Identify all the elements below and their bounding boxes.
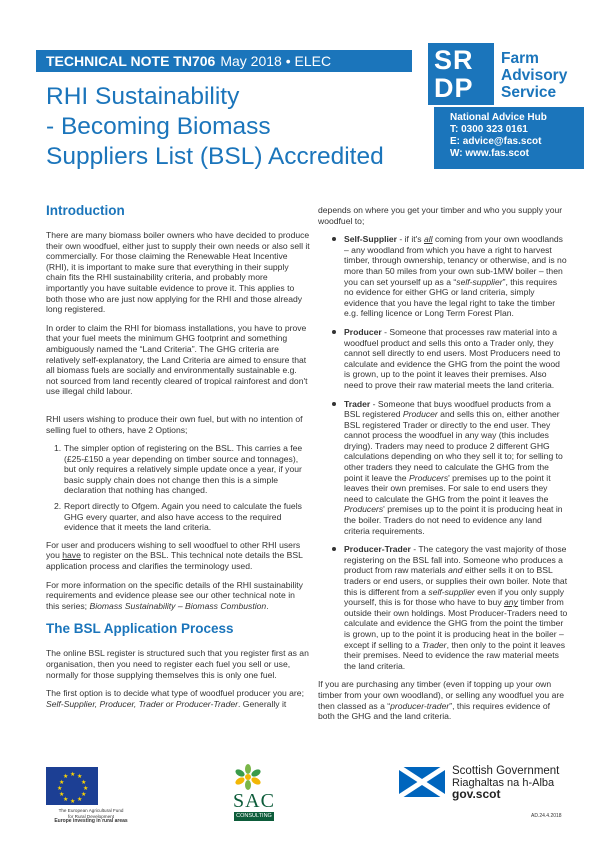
intro-heading: Introduction bbox=[46, 203, 125, 218]
intro-paragraph-2: In order to claim the RHI for biomass installations, you have to prove that your fuel meets the minimum GHG footprint and something ambiguously named the “Land Criteria”. The GHG criteria are relatively self-explanatory, the Land Criteria are aimed to ensure that all biomass fuels are socially and environmentally sustainable e.g. not sourced from land recently cleared of tropical rainforest and don't use illegal child labour. bbox=[46, 322, 308, 397]
hub-phone: T: 0300 323 0161 bbox=[450, 124, 528, 135]
logo-line-1: Farm bbox=[501, 50, 539, 67]
fas-logo-mark bbox=[428, 43, 494, 105]
title-line-1: RHI Sustainability bbox=[46, 83, 240, 110]
sac-leaf-icon bbox=[233, 764, 263, 790]
list-item-self-supplier: Self-Supplier - if it's all coming from your own woodlands – any woodland from which you have a right to harvest timber, through ownership, tenancy or otherwise, and is no more than 50 miles from your own sub-1MW boiler – then you can set yourself up as a “self-supplier”, this requires no evidence for either GHG or land criteria, simply evidence that you have the legal right to take the timber e.g. felling licence or Long Term Forest Plan. bbox=[332, 234, 568, 319]
advice-hub-box bbox=[434, 107, 584, 169]
title-line-3: Suppliers List (BSL) Accredited bbox=[46, 143, 384, 170]
saltire-flag-icon bbox=[399, 767, 445, 797]
hub-web[interactable]: W: www.fas.scot bbox=[450, 148, 529, 159]
intro-paragraph-3: RHI users wishing to produce their own fuel, but with no intention of selling fuel to others, have 2 Options; bbox=[46, 413, 303, 435]
sg-line-1: Scottish Government bbox=[452, 765, 560, 777]
technical-note-banner bbox=[36, 50, 412, 72]
intro-paragraph-1: There are many biomass boiler owners who have decided to produce their own woodfuel, either just to supply their own needs or also sell it commercially. For those claiming the Renewable Heat Incentive (RHI), it is important to make sure that everything in their supply chain fits the RHI sustainability criteria, and probably more importantly you have suitable evidence to prove it. This applies to both those who are just now applying for the RHI and those already long registered. bbox=[46, 230, 310, 315]
document-reference: AD.24.4.2018 bbox=[531, 813, 562, 819]
left-column bbox=[46, 203, 310, 717]
logo-line-2: Advisory bbox=[501, 67, 568, 84]
right-closing-paragraph: If you are purchasing any timber (even if topping up your own timber from your own woodland), or selling any woodfuel you are then classed as a “producer-trader”, this requires evidence of both the GHG and the land criteria. bbox=[318, 679, 565, 722]
sac-logo-text: SAC bbox=[233, 790, 275, 812]
technical-note-number: TECHNICAL NOTE TN706 bbox=[46, 53, 216, 69]
bsl-paragraph-1: The online BSL register is structured such that you register first as an organisation, then you need to register each fuel you sell or use, normally for those supplying themselves this is only one fuel. bbox=[46, 648, 309, 680]
intro-paragraph-4: For user and producers wishing to sell woodfuel to other RHI users you have to register on the BSL. This technical note details the BSL application process and clarifies the terminology used. bbox=[46, 539, 303, 572]
page-title bbox=[46, 82, 426, 172]
option-2-text: Report directly to Ofgem. Again you need to calculate the fuels GHG every quarter, and also have access to the required evidence that it meets the land criteria. bbox=[64, 501, 302, 533]
option-2-number: 2. bbox=[54, 501, 62, 512]
title-line-2: - Becoming Biomass bbox=[46, 113, 271, 140]
option-1-text: The simpler option of registering on the BSL. This carries a fee (£25-£150 a year depending on timber source and tonnages), but only requires a relatively simple update once a year, if your basic supply chain does not change then this is a simple declaration that nothing has changed. bbox=[64, 443, 303, 496]
options-list bbox=[54, 443, 310, 533]
eu-line-2: for Rural Development bbox=[68, 813, 114, 819]
right-intro-paragraph: depends on where you get your timber and who you supply your woodfuel to; bbox=[318, 205, 563, 226]
sac-consulting-label: CONSULTING bbox=[234, 812, 274, 821]
list-item bbox=[54, 501, 310, 533]
logo-letters-bottom: DP bbox=[434, 73, 474, 103]
fas-logo-text bbox=[501, 50, 567, 101]
list-item-producer-trader: Producer-Trader - The category the vast majority of those registering on the BSL fall into. Someone who produces a product from raw materials and either sells it on to BSL traders or end users, or supplies their own boiler. Note that this is different from a self-supplier even if you only supply yourself, this is for those who have to buy any timber from outside their own holdings. Most Producer-Traders need to calculate and evidence the GHG from the point the timber is grown, up to the point it is producing heat in the boiler – except if selling to a Trader, then only to the point it leaves their premises. Need to evidence the raw material meets the land criteria. bbox=[332, 544, 568, 671]
list-item-producer: Producer - Someone that processes raw material into a woodfuel product and sells this onto a Trader only, they cannot sell directly to end users. Most Producers need to calculate and evidence the GHG from the point the wood is grown, up to the point it leaves their premises. Also need to prove their raw material meets the land criteria. bbox=[332, 327, 568, 391]
bsl-heading: The BSL Application Process bbox=[46, 621, 234, 637]
hub-title: National Advice Hub bbox=[450, 112, 547, 123]
intro-paragraph-5: For more information on the specific details of the RHI sustainability requirements and evidence please see our other technical note in this series; Biomass Sustainability – Biomass Combustion. bbox=[46, 579, 303, 611]
eu-flag-icon: ★ ★ ★ ★ ★ ★ ★ ★ ★ ★ ★ ★ bbox=[46, 767, 98, 805]
hub-email[interactable]: E: advice@fas.scot bbox=[450, 136, 542, 147]
scottish-government-logo-text bbox=[452, 766, 559, 801]
sg-line-3[interactable]: gov.scot bbox=[452, 787, 501, 801]
list-item bbox=[54, 443, 310, 496]
technical-note-date: May 2018 • ELEC bbox=[220, 53, 332, 69]
logo-letters-top: SR bbox=[434, 45, 474, 75]
right-column bbox=[318, 205, 568, 730]
logo-line-3: Service bbox=[501, 84, 557, 101]
producer-types-list bbox=[332, 234, 568, 671]
eu-line-1: The European Agricultural Fund bbox=[58, 808, 124, 813]
sg-line-2: Riaghaltas na h-Alba bbox=[452, 776, 555, 789]
option-1-number: 1. bbox=[54, 443, 62, 454]
eu-funding-text bbox=[36, 808, 146, 825]
list-item-trader: Trader - Someone that buys woodfuel products from a BSL registered Producer and sells this on, either another BSL registered Trader or directly to the end user. They cannot process the woodfuel in any way (this includes drying). Traders may need to produce 2 different GHG calculations depending on who they sell it to; for selling to other traders they need to calculate the GHG from the point it leave the Producers' premises up to the point it leaves their own premises. For sale to end users they need to calculate the GHG from the point it leaves the Producers' premises up to the point it is producing heat in the boiler. Traders do not need to evidence any land criteria requirements. bbox=[332, 399, 568, 537]
emphasis-have: have bbox=[62, 550, 81, 561]
eu-line-3: Europe investing in rural areas bbox=[54, 818, 128, 824]
bsl-paragraph-2: The first option is to decide what type of woodfuel producer you are; Self-Supplier, Producer, Trader or Producer-Trader. Generally it bbox=[46, 688, 304, 709]
technical-note-reference: Biomass Sustainability – Biomass Combustion bbox=[89, 600, 267, 611]
